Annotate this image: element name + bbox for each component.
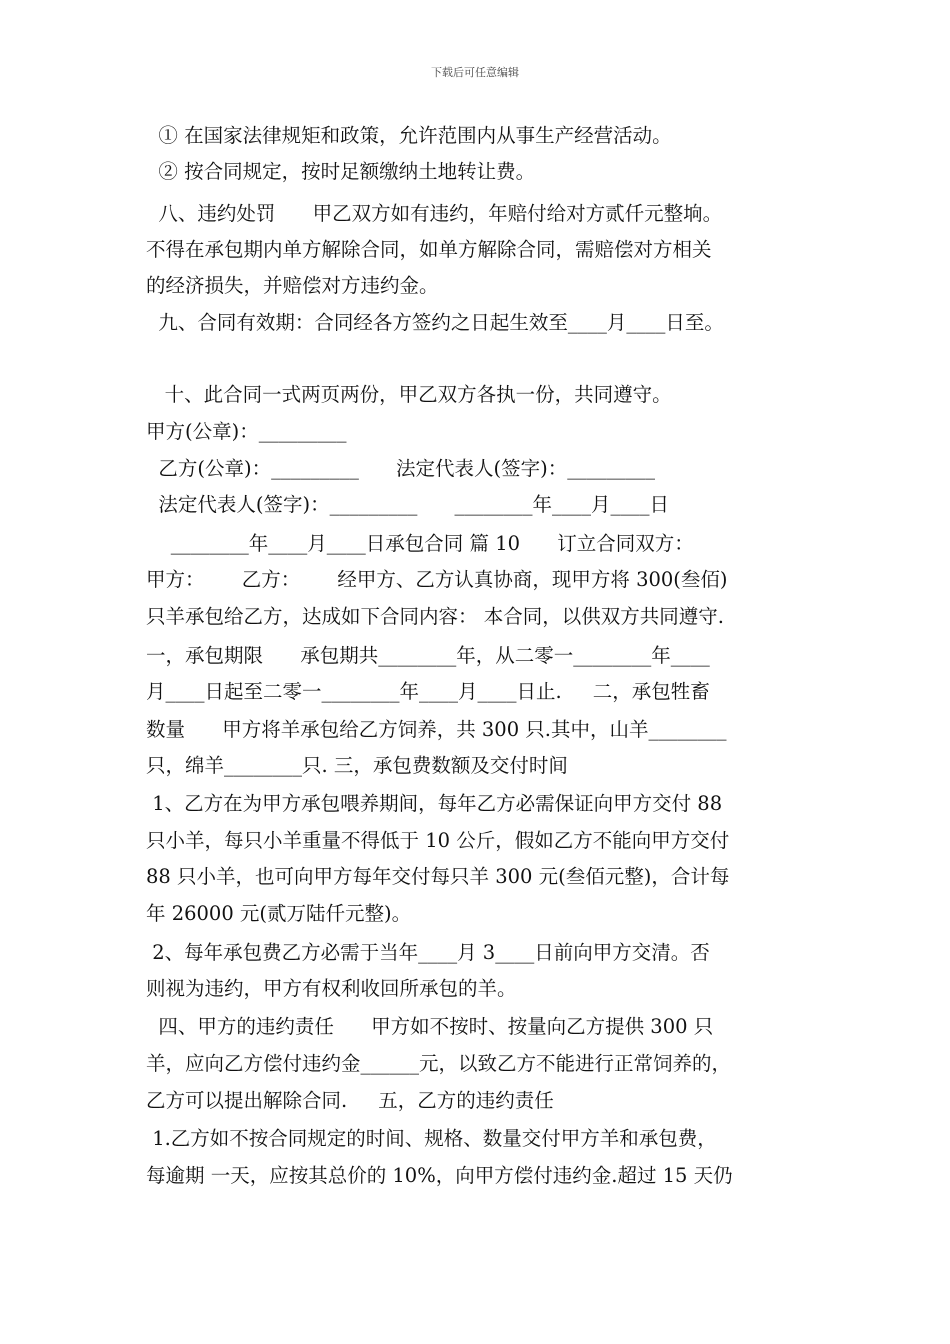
text-line: 每逾期 一天，应按其总价的 10%，向甲方偿付违约金.超过 15 天仍 <box>146 1164 733 1187</box>
text-line: 1.乙方如不按合同规定的时间、规格、数量交付甲方羊和承包费， <box>146 1127 717 1150</box>
text-line: 不得在承包期内单方解除合同，如单方解除合同，需赔偿对方相关 <box>146 238 712 261</box>
text-line: 乙方(公章)：_________ 法定代表人(签字)：_________ <box>146 457 656 480</box>
text-line: 八、违约处罚 甲乙双方如有违约，年赔付给对方贰仟元整垧。 <box>146 202 723 225</box>
text-line: 只小羊，每只小羊重量不得低于 10 公斤，假如乙方不能向甲方交付 <box>146 829 730 852</box>
page-header: 下载后可任意编辑 <box>431 66 519 79</box>
text-line: 九、合同有效期：合同经各方签约之日起生效至____月____日至。 <box>146 311 724 334</box>
text-line: 1、乙方在为甲方承包喂养期间，每年乙方必需保证向甲方交付 88 <box>146 792 723 815</box>
text-line: 2、每年承包费乙方必需于当年____月 3____日前向甲方交清。否 <box>146 941 710 964</box>
text-line: 羊，应向乙方偿付违约金______元，以致乙方不能进行正常饲养的， <box>146 1052 732 1075</box>
text-line: 的经济损失，并赔偿对方违约金。 <box>146 274 439 297</box>
text-line: ________年____月____日承包合同 篇 10 订立合同双方： <box>146 532 694 555</box>
text-line: 年 26000 元(贰万陆仟元整)。 <box>146 902 412 925</box>
text-line: 法定代表人(签字)：_________ ________年____月____日 <box>146 493 670 516</box>
text-line: 一，承包期限 承包期共________年，从二零一________年____ <box>146 644 710 667</box>
text-line: 则视为违约，甲方有权利收回所承包的羊。 <box>146 977 517 1000</box>
text-line: 只，绵羊________只. 三，承包费数额及交付时间 <box>146 754 568 777</box>
text-line: ② 按合同规定，按时足额缴纳土地转让费。 <box>146 160 536 183</box>
text-line: 月____日起至二零一________年____月____日止. 二，承包牲畜 <box>146 680 710 703</box>
text-line: 甲方(公章)：_________ <box>146 420 347 443</box>
text-line: 甲方： 乙方： 经甲方、乙方认真协商，现甲方将 300(叁佰) <box>146 568 728 591</box>
text-line: 四、甲方的违约责任 甲方如不按时、按量向乙方提供 300 只 <box>146 1015 714 1038</box>
text-line: 十、此合同一式两页两份，甲乙双方各执一份，共同遵守。 <box>146 383 672 406</box>
text-line: 只羊承包给乙方，达成如下合同内容： 本合同，以供双方共同遵守. <box>146 605 724 628</box>
text-line: 数量 甲方将羊承包给乙方饲养，共 300 只.其中，山羊________ <box>146 718 727 741</box>
text-line: 88 只小羊，也可向甲方每年交付每只羊 300 元(叁佰元整)，合计每 <box>146 865 730 888</box>
text-line: 乙方可以提出解除合同. 五，乙方的违约责任 <box>146 1089 554 1112</box>
text-line: ① 在国家法律规矩和政策，允许范围内从事生产经营活动。 <box>146 124 672 147</box>
